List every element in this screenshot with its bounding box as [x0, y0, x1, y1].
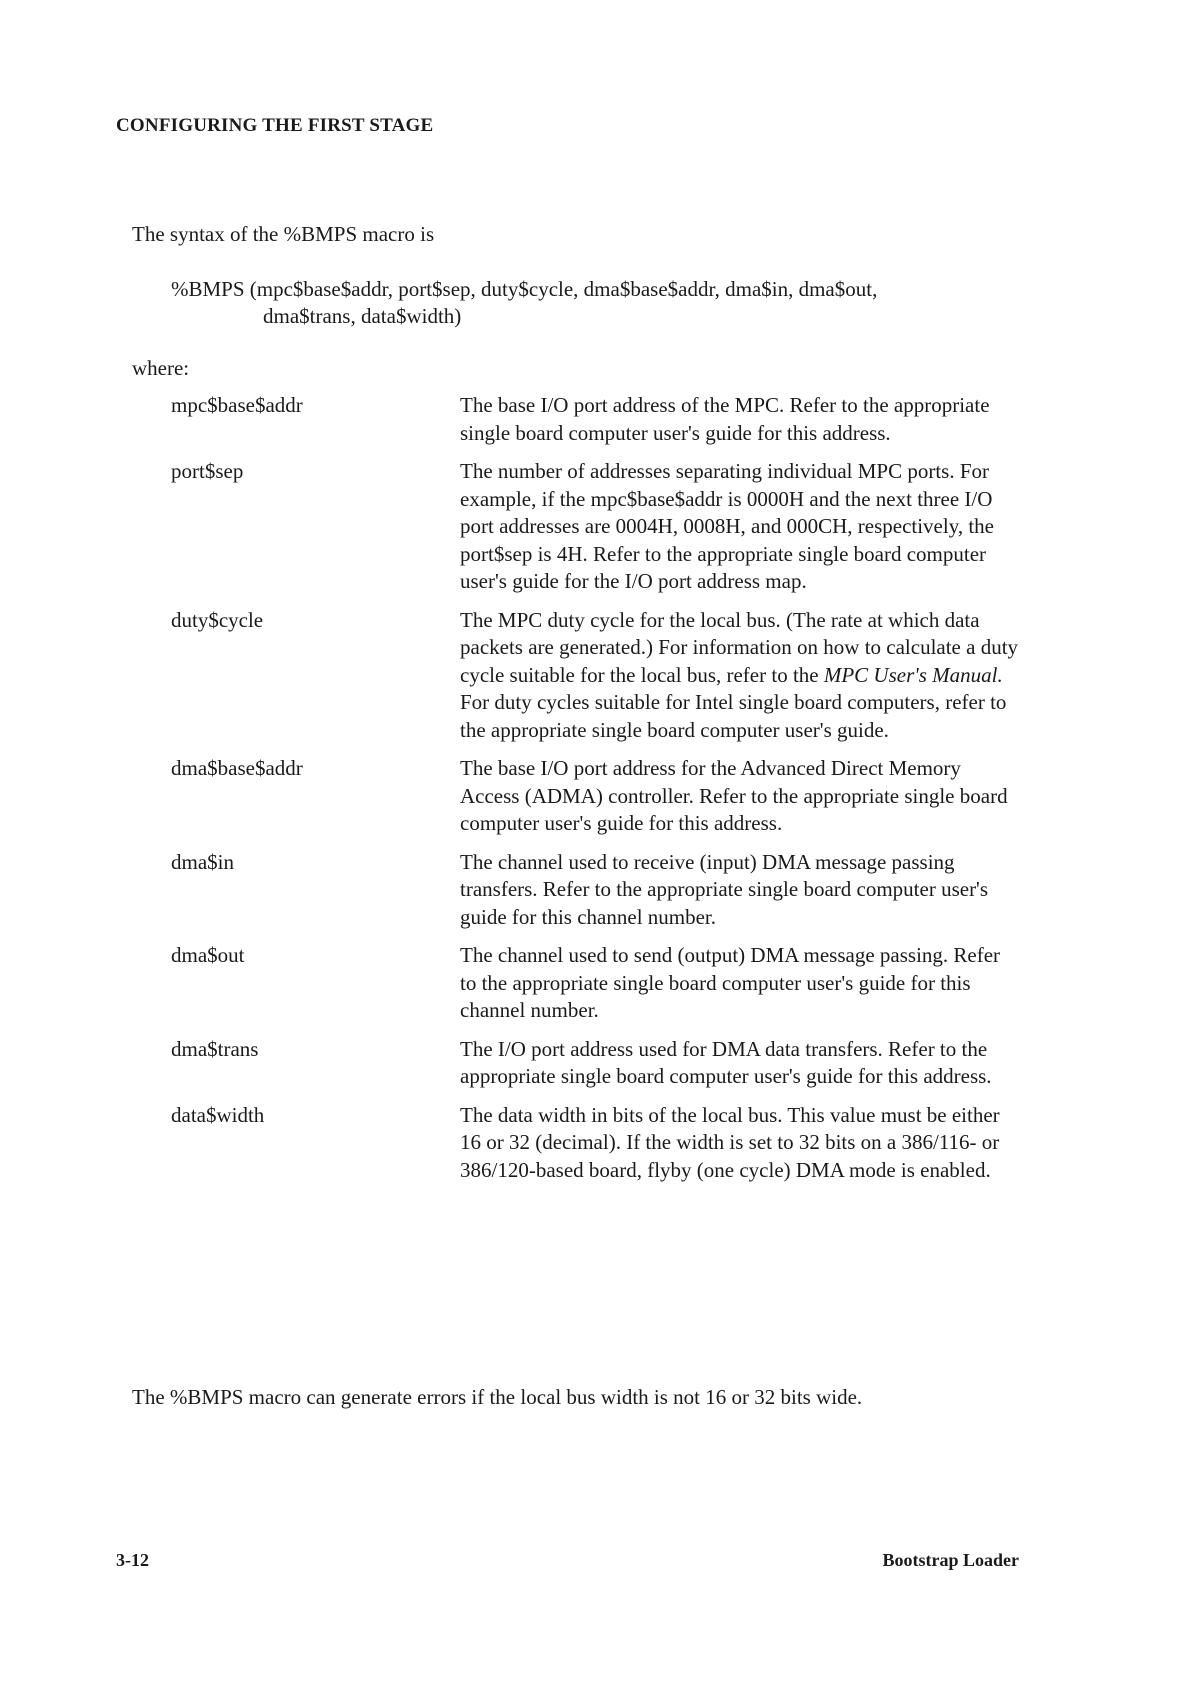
param-description: The channel used to send (output) DMA message passing. Refer to the appropriate single board computer user's guide for this channel number. — [460, 943, 1001, 1022]
param-row-dma-trans — [171, 1036, 1031, 1091]
param-name: dma$trans — [171, 1036, 259, 1061]
where-label: where: — [132, 356, 190, 380]
macro-syntax — [171, 276, 1071, 330]
param-name: data$width — [171, 1102, 265, 1127]
intro-sentence: The syntax of the %BMPS macro is — [132, 222, 435, 246]
syntax-line-1: %BMPS (mpc$base$addr, port$sep, duty$cycle, dma$base$addr, dma$in, dma$out, — [171, 277, 878, 301]
syntax-line-2: dma$trans, data$width) — [263, 304, 462, 328]
param-description: The data width in bits of the local bus. This value must be either 16 or 32 (decimal). If the width is set to 32 bits on a 386/116- or 386/120-based board, flyby (one cycle) DMA mode is enabled. — [460, 1102, 1000, 1182]
param-name: port$sep — [171, 459, 244, 483]
section-heading: CONFIGURING THE FIRST STAGE — [116, 115, 434, 136]
param-row-duty-cycle — [171, 607, 1031, 745]
param-description: The number of addresses separating individual MPC ports. For example, if the mpc$base$addr is 0000H and the next three I/O port addresses are 0004H, 0008H, and 000CH, respectively, the port$sep is 4H. Refer to the appropriate single board computer user's guide for the I/O port address map. — [460, 459, 995, 593]
closing-note: The %BMPS macro can generate errors if the local bus width is not 16 or 32 bits wide. — [132, 1385, 863, 1409]
param-name: duty$cycle — [171, 607, 264, 632]
param-description: The channel used to receive (input) DMA message passing transfers. Refer to the appropriate single board computer user's guide for this channel number. — [460, 849, 989, 929]
chapter-title: Bootstrap Loader — [882, 1550, 1019, 1570]
param-description-text: For duty cycles suitable for Intel single board computers, refer to the appropriate single board computer user's guide. — [460, 690, 1007, 742]
param-row-mpc-base-addr — [171, 392, 1031, 447]
param-description-text: The MPC duty cycle for the local bus. (The rate at which data packets are generated.) For information on how to calculate a duty cycle suitable for the local bus, refer to the — [460, 607, 1019, 687]
page-number: 3-12 — [116, 1550, 149, 1570]
param-name: mpc$base$addr — [171, 393, 303, 417]
param-description: The I/O port address used for DMA data transfers. Refer to the appropriate single board computer user's guide for this address. — [460, 1036, 992, 1088]
manual-title-reference: MPC User's Manual. — [823, 662, 1003, 687]
param-row-port-sep — [171, 458, 1031, 596]
param-name: dma$out — [171, 943, 245, 967]
param-name: dma$in — [171, 849, 234, 874]
param-row-data-width — [171, 1102, 1031, 1185]
param-description: The base I/O port address of the MPC. Refer to the appropriate single board computer user's guide for this address. — [460, 393, 990, 445]
param-row-dma-base-addr — [171, 755, 1031, 838]
param-name: dma$base$addr — [171, 756, 303, 780]
parameter-list — [171, 392, 1031, 1184]
param-description: The base I/O port address for the Advanced Direct Memory Access (ADMA) controller. Refer to the appropriate single board computer user's guide for this address. — [460, 756, 1008, 835]
param-row-dma-in — [171, 849, 1031, 932]
param-description — [460, 607, 1020, 745]
param-row-dma-out — [171, 942, 1031, 1025]
